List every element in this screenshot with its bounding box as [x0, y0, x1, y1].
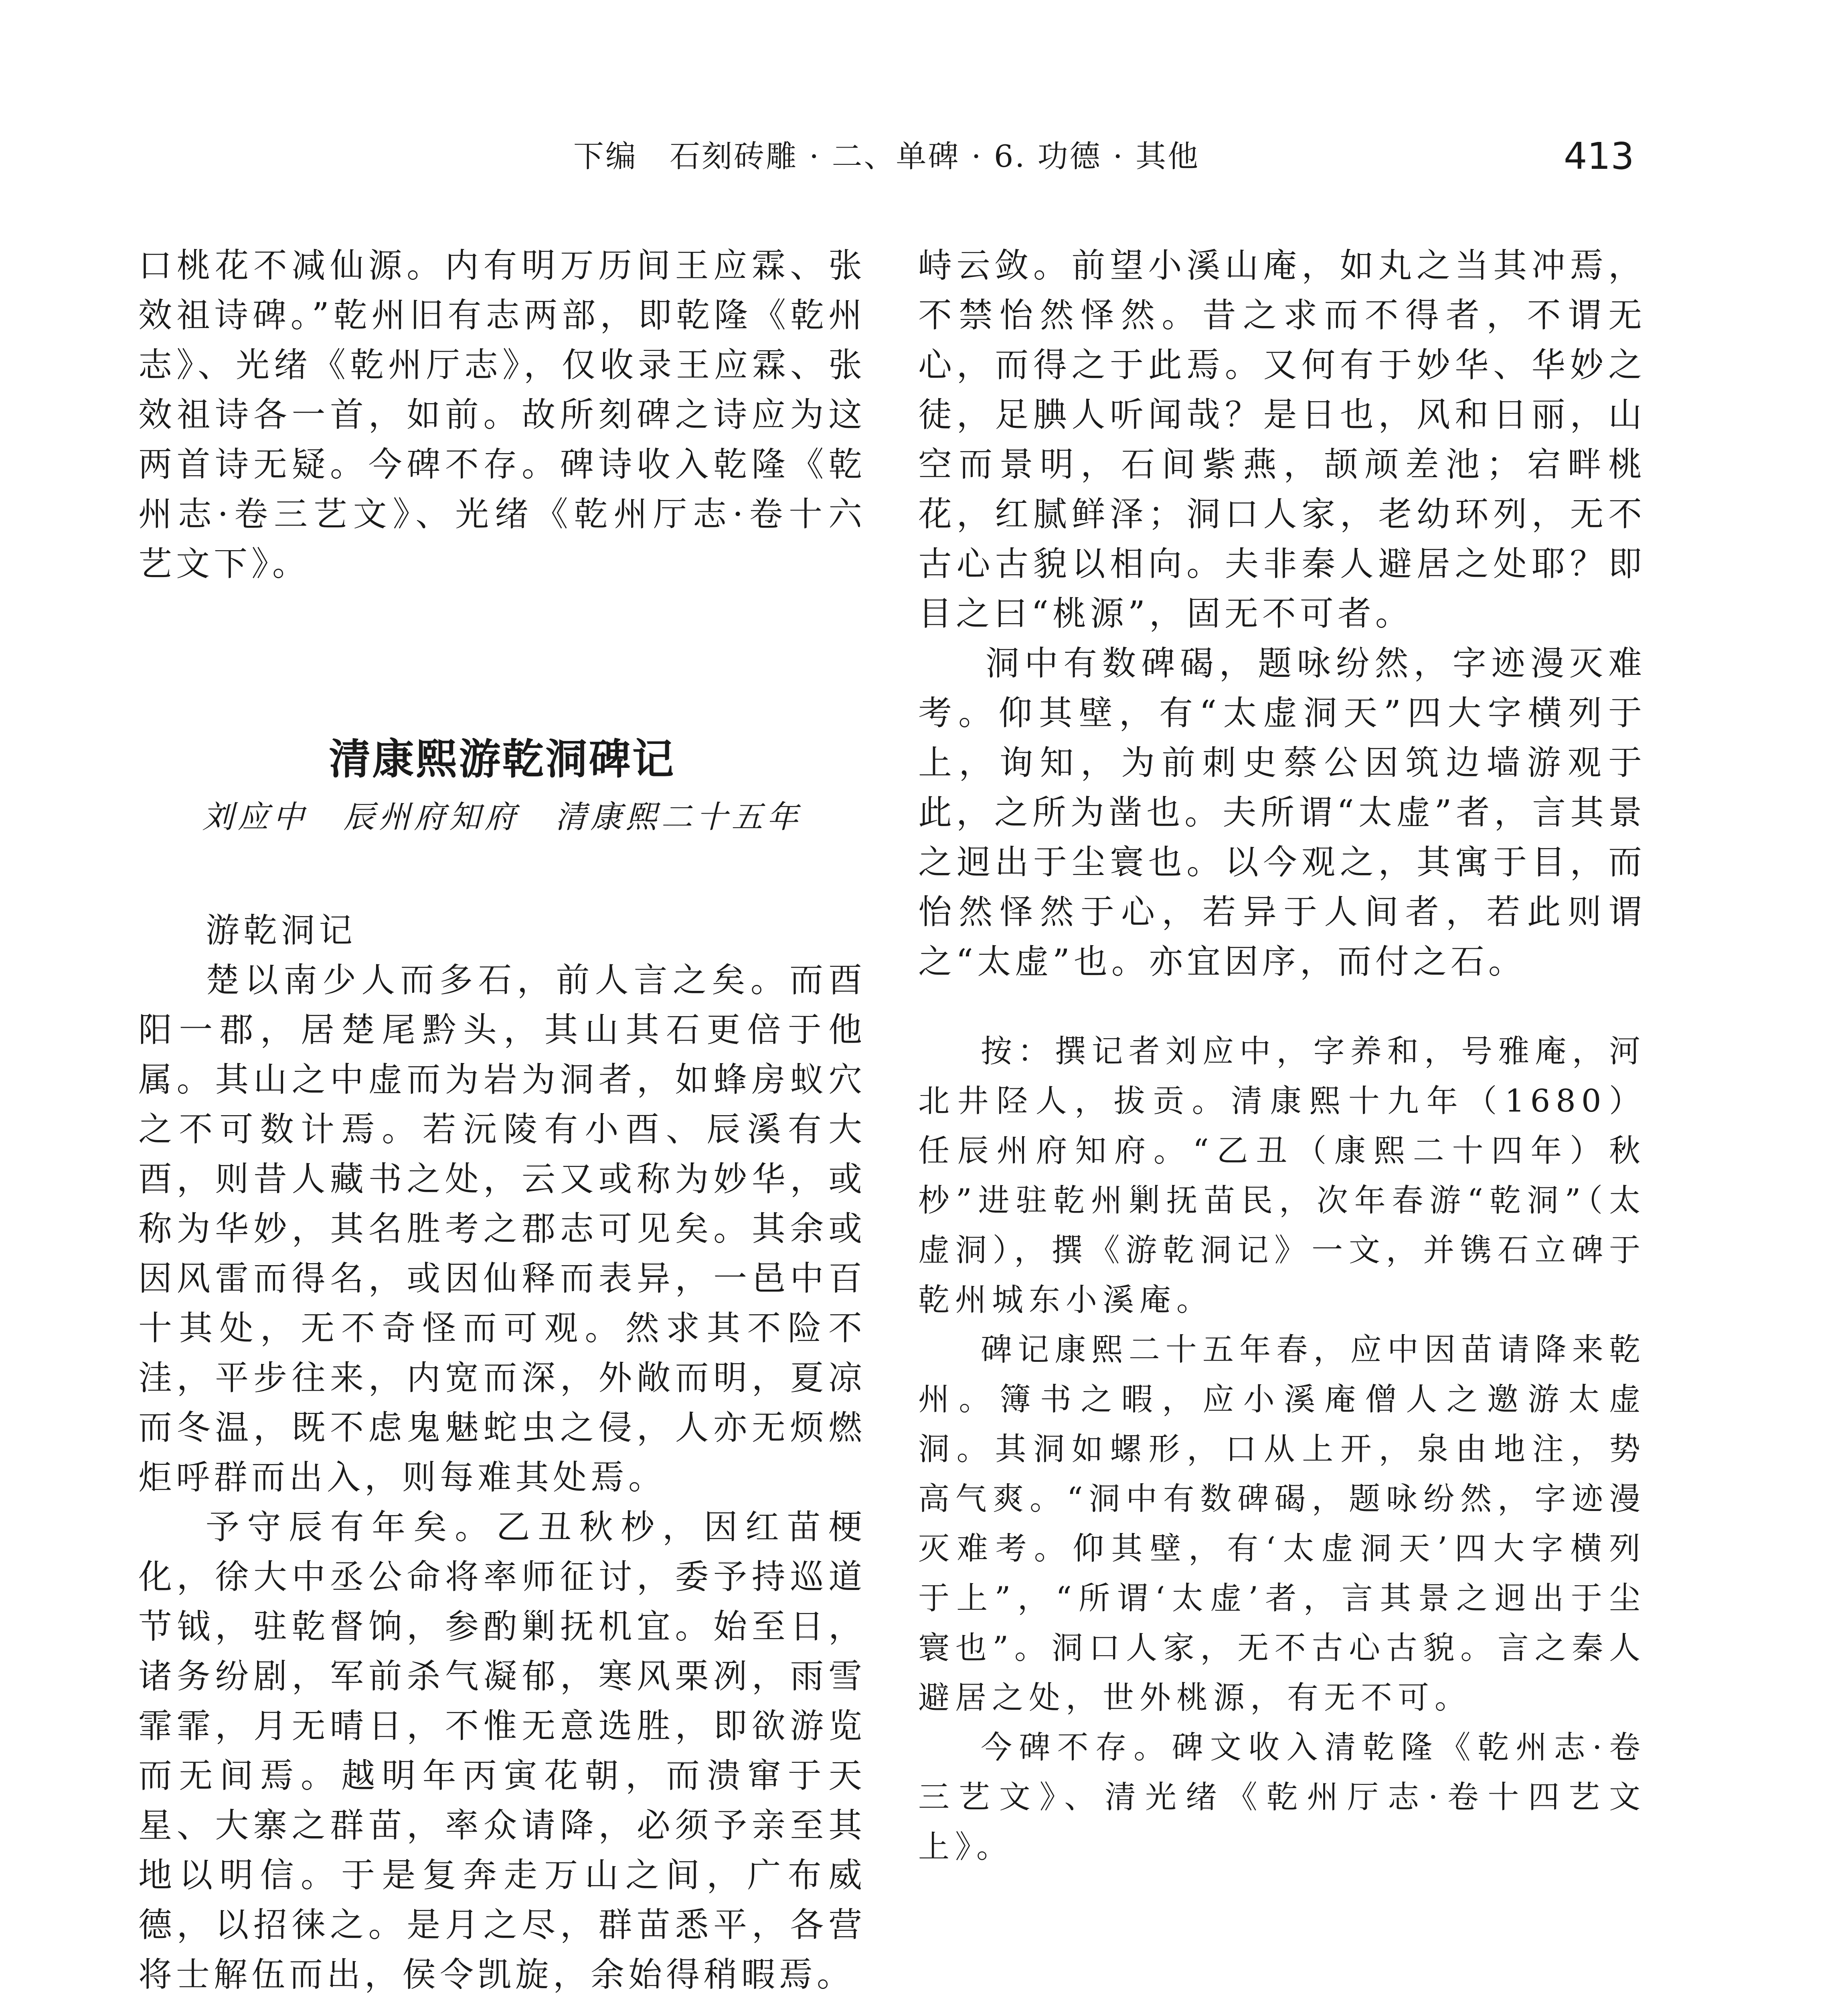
page-number: 413 — [1564, 135, 1634, 178]
body-paragraph: 楚以南少人而多石，前人言之矣。而酉阳一郡，居楚尾黔头，其山其石更倍于他属。其山之中虚而为岩为洞者，如蜂房蚁穴之不可数计焉。若沅陵有小酉、辰溪有大酉，则昔人藏书之处，云又或称为妙华，或称为华妙，其名胜考之郡志可见矣。其余或因风雷而得名，或因仙释而表异，一邑中百十其处，无不奇怪而可观。然求其不险不洼，平步往来，内宽而深，外敞而明，夏凉而冬温，既不虑鬼魅蛇虫之侵，人亦无烦燃炬呼群而出入，则每难其处焉。 — [138, 960, 866, 1497]
editor-note: 今碑不存。碑文收入清乾隆《乾州志·卷三艺文》、清光绪《乾州厅志·卷十四艺文上》。 — [918, 1730, 1646, 1865]
page-header — [0, 132, 1848, 192]
body-paragraph: 峙云敛。前望小溪山庵，如丸之当其冲焉，不禁怡然怿然。昔之求而不得者，不谓无心，而得之于此焉。又何有于妙华、华妙之徒，足腆人听闻哉？是日也，风和日丽，山空而景明，石间紫燕，颉颃差池；宕畔桃花，红腻鲜泽；洞口人家，老幼环列，无不古心古貌以相向。夫非秦人避居之处耶？即目之曰“桃源”，固无不可者。 — [918, 246, 1646, 633]
body-paragraph: 予守辰有年矣。乙丑秋杪，因红苗梗化，徐大中丞公命将率师征讨，委予持巡道节钺，驻乾督饷，参酌剿抚机宜。始至日，诸务纷剧，军前杀气凝郁，寒风栗冽，雨雪霏霏，月无晴日，不惟无意选胜，即欲游览而无间焉。越明年丙寅花朝，而溃窜于天星、大寨之群苗，率众请降，必须予亲至其地以明信。于是复奔走万山之间，广布威德，以招徕之。是月之尽，群苗悉平，各营将士解伍而出，侯令凯旋，余始得稍暇焉。 — [138, 1507, 866, 1994]
editor-note: 按：撰记者刘应中，字养和，号雅庵，河北井陉人，拔贡。清康熙十九年（1680）任辰州府知府。“乙丑（康熙二十四年）秋杪”进驻乾州剿抚苗民，次年春游“乾洞”（太虚洞），撰《游乾洞记》一文，并镌石立碑于乾州城东小溪庵。 — [918, 1033, 1646, 1318]
body-paragraph: 洞中有数碑碣，题咏纷然，字迹漫灭难考。仰其壁，有“太虚洞天”四大字横列于上，询知，为前刺史蔡公因筑边墙游观于此，之所为凿也。夫所谓“太虚”者，言其景之迥出于尘寰也。以今观之，其寓于目，而怡然怿然于心，若异于人间者，若此则谓之“太虚”也。亦宜因序，而付之石。 — [918, 644, 1646, 981]
article-subtitle: 游乾洞记 — [206, 911, 357, 950]
running-head: 下编 石刻砖雕 · 二、单碑 · 6. 功德 · 其他 — [573, 138, 1200, 174]
editor-note: 碑记康熙二十五年春，应中因苗请降来乾州。簿书之暇，应小溪庵僧人之邀游太虚洞。其洞如螺形，口从上开，泉由地注，势高气爽。“洞中有数碑碣，题咏纷然，字迹漫灭难考。仰其壁，有‘太虚洞天’四大字横列于上”，“所谓‘太虚’者，言其景之迥出于尘寰也”。洞口人家，无不古心古貌。言之秦人避居之处，世外桃源，有无不可。 — [918, 1332, 1646, 1716]
continuation-paragraph: 口桃花不减仙源。内有明万历间王应霖、张效祖诗碑。”乾州旧有志两部，即乾隆《乾州志》、光绪《乾州厅志》，仅收录王应霖、张效祖诗各一首，如前。故所刻碑之诗应为这两首诗无疑。今碑不存。碑诗收入乾隆《乾州志·卷三艺文》、光绪《乾州厅志·卷十六艺文下》。 — [138, 246, 866, 583]
right-column — [918, 241, 1646, 2005]
article-byline: 刘应中 辰州府知府 清康熙二十五年 — [202, 799, 802, 835]
body-paragraph — [138, 1999, 866, 2005]
article-title: 清康熙游乾洞碑记 — [329, 735, 676, 784]
left-column — [138, 241, 866, 2005]
